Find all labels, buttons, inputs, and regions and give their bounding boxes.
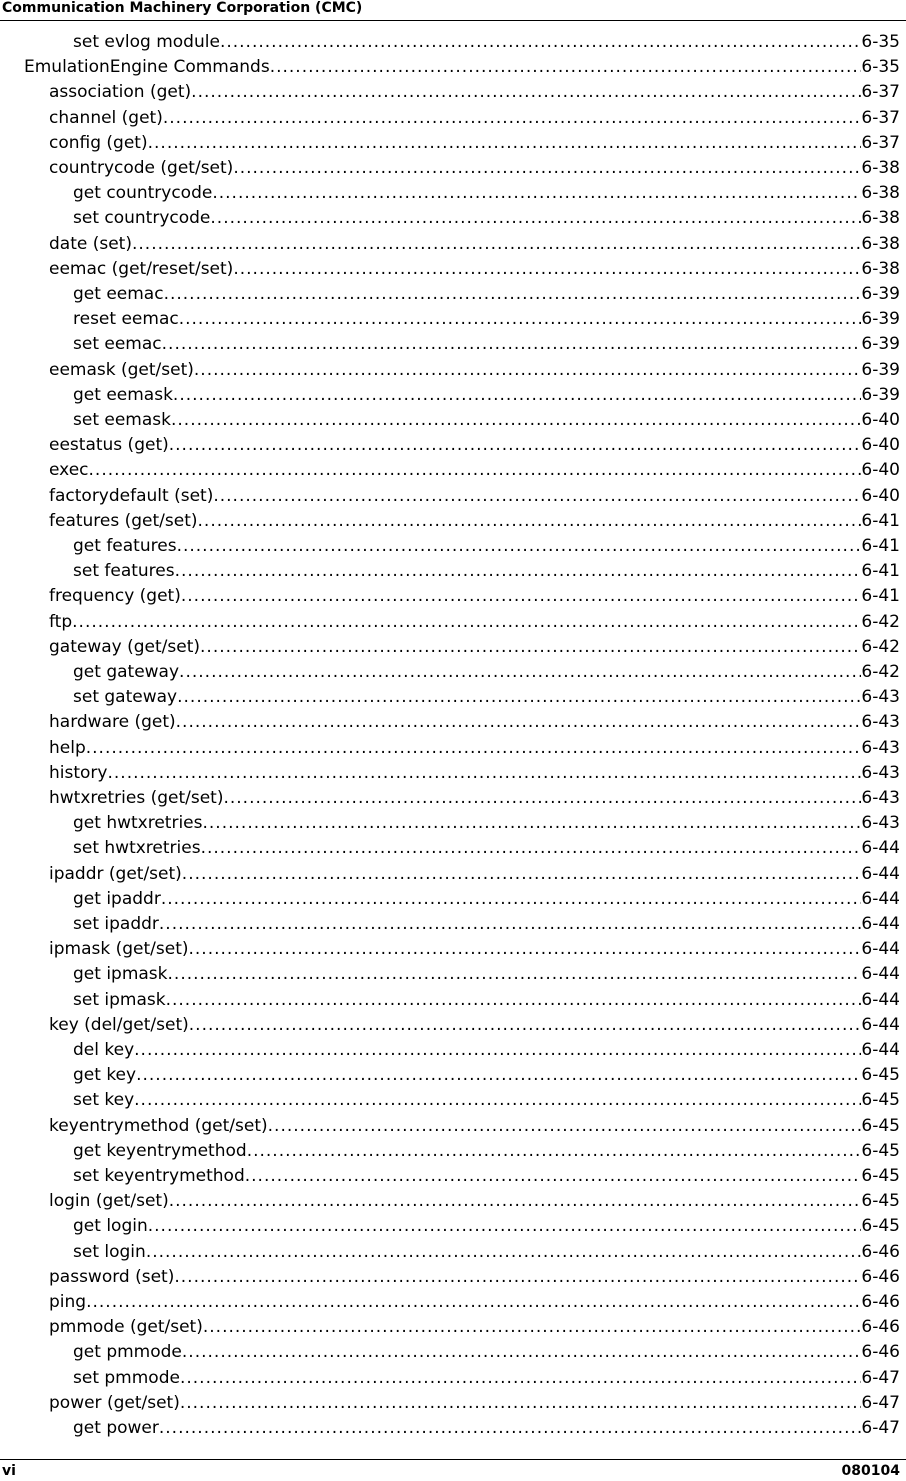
toc-entry-page: 6-45 [861, 1166, 900, 1186]
toc-entry-page: 6-39 [861, 334, 900, 355]
toc-entry[interactable] [49, 1315, 900, 1340]
dot-leader [191, 80, 861, 105]
toc-entry-label: get hwtxretries [73, 813, 203, 834]
toc-entry-page: 6-46 [861, 1292, 900, 1312]
toc-entry-label: association (get) [49, 82, 192, 103]
toc-entry[interactable] [49, 584, 900, 609]
dot-leader [179, 307, 862, 332]
toc-entry[interactable] [73, 1139, 900, 1164]
toc-entry[interactable] [49, 458, 900, 483]
toc-entry-label: get ipaddr [73, 888, 161, 909]
toc-entry-page: 6-38 [861, 233, 900, 254]
toc-entry-page: 6-43 [861, 687, 900, 708]
toc-entry-label: hardware (get) [49, 712, 176, 733]
toc-entry-label: exec [49, 460, 89, 481]
toc-entry-page: 6-37 [861, 132, 900, 153]
toc-entry-page: 6-39 [861, 284, 900, 304]
toc-entry[interactable] [49, 786, 900, 811]
toc-entry-label: reset eemac [73, 309, 179, 330]
toc-entry[interactable] [73, 1366, 900, 1391]
toc-entry[interactable] [49, 433, 900, 458]
toc-entry-page: 6-39 [861, 384, 900, 405]
dot-leader [159, 912, 862, 937]
toc-entry[interactable] [49, 610, 900, 635]
dot-leader [201, 836, 862, 861]
toc-entry-label: history [49, 762, 108, 783]
toc-entry-page: 6-44 [861, 1040, 900, 1060]
dot-leader [245, 1164, 862, 1189]
toc-entry[interactable] [49, 862, 900, 887]
toc-entry[interactable] [73, 811, 900, 836]
page-footer [0, 1459, 906, 1481]
toc-entry-page: 6-35 [861, 32, 900, 52]
dot-leader [268, 1114, 862, 1139]
dot-leader [107, 761, 861, 786]
toc-entry-label: eestatus (get) [49, 435, 169, 456]
dot-leader [134, 1038, 861, 1063]
dot-leader [180, 1366, 861, 1391]
dot-leader [173, 383, 861, 408]
toc-entry[interactable] [73, 1063, 900, 1088]
toc-entry[interactable] [73, 836, 900, 861]
dot-leader [210, 206, 861, 231]
dot-leader [148, 131, 862, 156]
dot-leader [200, 635, 861, 660]
dot-leader [86, 1290, 861, 1315]
toc-entry[interactable] [73, 685, 900, 710]
toc-entry-page: 6-38 [861, 158, 900, 178]
toc-entry-page: 6-44 [861, 939, 900, 960]
toc-entry-page: 6-40 [861, 410, 900, 430]
toc-entry-page: 6-41 [861, 510, 900, 531]
toc-entry-label: ping [49, 1292, 87, 1312]
toc-entry-page: 6-40 [861, 435, 900, 456]
toc-entry-label: password (set) [49, 1266, 175, 1287]
toc-entry-label: set ipaddr [73, 914, 159, 934]
toc-entry-label: eemac (get/reset/set) [49, 258, 234, 279]
toc-entry-label: help [49, 737, 86, 758]
toc-entry-page: 6-43 [861, 788, 900, 808]
toc-entry-label: key (del/get/set) [49, 1014, 189, 1035]
toc-entry[interactable] [73, 534, 900, 559]
dot-leader [169, 433, 862, 458]
toc-entry[interactable] [49, 80, 900, 105]
dot-leader [182, 1340, 862, 1365]
toc-entry[interactable] [73, 962, 900, 987]
toc-entry[interactable] [49, 1391, 900, 1416]
toc-entry-label: get key [73, 1065, 137, 1086]
toc-entry[interactable] [49, 484, 900, 509]
toc-entry[interactable] [49, 106, 900, 131]
dot-leader [181, 584, 862, 609]
toc-entry-label: set key [73, 1090, 135, 1111]
toc-entry-label: set hwtxretries [73, 838, 201, 859]
toc-entry[interactable] [73, 1164, 900, 1189]
toc-entry[interactable] [49, 710, 900, 735]
dot-leader [171, 408, 861, 433]
dot-leader [168, 962, 862, 987]
toc-entry[interactable] [73, 282, 900, 307]
dot-leader [176, 710, 862, 735]
toc-entry[interactable] [73, 887, 900, 912]
toc-entry-label: get gateway [73, 662, 180, 682]
toc-entry[interactable] [73, 660, 900, 685]
toc-entry-label: date (set) [49, 233, 132, 254]
toc-entry[interactable] [73, 383, 900, 408]
toc-entry[interactable] [73, 1240, 900, 1265]
toc-entry-page: 6-42 [861, 636, 900, 657]
toc-entry-page: 6-44 [861, 964, 900, 985]
toc-entry[interactable] [49, 232, 900, 257]
toc-entry-label: get features [73, 536, 177, 556]
toc-entry-label: del key [73, 1040, 135, 1060]
toc-entry[interactable] [49, 635, 900, 660]
toc-entry-label: get countrycode [73, 183, 213, 204]
dot-leader [163, 106, 862, 131]
toc-entry[interactable] [73, 181, 900, 206]
toc-entry-label: set pmmode [73, 1367, 180, 1388]
toc-entry-page: 6-45 [861, 1216, 900, 1237]
dot-leader [164, 282, 862, 307]
dot-leader [198, 509, 862, 534]
toc-entry[interactable] [73, 912, 900, 937]
toc-entry-page: 6-35 [861, 57, 900, 78]
toc-entry-page: 6-44 [861, 863, 900, 884]
toc-entry-label: set keyentrymethod [73, 1166, 245, 1186]
toc-entry[interactable] [49, 358, 900, 383]
toc-entry[interactable] [49, 736, 900, 761]
toc-entry-page: 6-47 [861, 1392, 900, 1413]
dot-leader [174, 1265, 861, 1290]
toc-entry-page: 6-46 [861, 1342, 900, 1363]
toc-entry-page: 6-43 [861, 712, 900, 733]
toc-entry-page: 6-39 [861, 309, 900, 330]
toc-entry-label: ipmask (get/set) [49, 939, 189, 960]
toc-entry-page: 6-39 [861, 359, 900, 380]
toc-entry-page: 6-37 [861, 107, 900, 128]
toc-entry-page: 6-41 [861, 586, 900, 607]
dot-leader [213, 484, 861, 509]
toc-entry[interactable] [73, 1416, 900, 1441]
toc-entry-label: set evlog module [73, 32, 220, 52]
toc-entry-page: 6-41 [861, 561, 900, 582]
toc-entry[interactable] [73, 1340, 900, 1365]
toc-entry-label: get eemask [73, 384, 173, 405]
toc-entry-label: get keyentrymethod [73, 1140, 247, 1161]
toc-entry-label: EmulationEngine Commands [24, 57, 270, 78]
toc-entry-label: set eemask [73, 410, 171, 430]
page-number: vi [2, 1463, 16, 1479]
toc-entry-label: eemask (get/set) [49, 359, 194, 380]
toc-entry[interactable] [49, 1265, 900, 1290]
dot-leader [166, 988, 862, 1013]
toc-entry-label: set countrycode [73, 208, 211, 229]
dot-leader [180, 1391, 862, 1416]
toc-entry-label: set gateway [73, 687, 178, 708]
toc-entry-page: 6-44 [861, 888, 900, 909]
toc-entry-page: 6-46 [861, 1241, 900, 1262]
toc-entry-label: pmmode (get/set) [49, 1317, 203, 1338]
toc-entry[interactable] [49, 1290, 900, 1315]
toc-entry[interactable] [73, 1038, 900, 1063]
toc-entry[interactable] [73, 30, 900, 55]
toc-entry-page: 6-44 [861, 914, 900, 934]
toc-entry[interactable] [24, 55, 900, 80]
toc-entry-page: 6-43 [861, 737, 900, 758]
dot-leader [86, 736, 862, 761]
toc-entry-page: 6-40 [861, 485, 900, 506]
dot-leader [189, 937, 862, 962]
toc-entry-label: features (get/set) [49, 510, 198, 531]
toc-entry[interactable] [73, 408, 900, 433]
toc-entry-label: power (get/set) [49, 1392, 180, 1413]
toc-entry-page: 6-37 [861, 82, 900, 103]
dot-leader [134, 1088, 861, 1113]
dot-leader [72, 610, 861, 635]
toc-entry-label: config (get) [49, 132, 148, 153]
toc-entry-page: 6-42 [861, 611, 900, 632]
dot-leader [162, 332, 862, 357]
dot-leader [161, 887, 862, 912]
toc-entry-page: 6-45 [861, 1065, 900, 1086]
toc-entry-label: gateway (get/set) [49, 636, 201, 657]
toc-entry-label: set login [73, 1241, 146, 1262]
toc-entry-page: 6-44 [861, 1014, 900, 1035]
toc-entry-label: keyentrymethod (get/set) [49, 1115, 268, 1136]
toc-entry[interactable] [49, 1114, 900, 1139]
dot-leader [136, 1063, 861, 1088]
toc-entry-page: 6-44 [861, 838, 900, 859]
dot-leader [177, 685, 861, 710]
toc-entry-label: get power [73, 1418, 159, 1438]
dot-leader [148, 1214, 862, 1239]
toc-entry[interactable] [49, 257, 900, 282]
toc-entry-page: 6-40 [861, 460, 900, 481]
toc-entry[interactable] [73, 559, 900, 584]
toc-entry-label: get login [73, 1216, 148, 1237]
toc-entry[interactable] [49, 156, 900, 181]
toc-entry-page: 6-38 [861, 258, 900, 279]
toc-entry-label: channel (get) [49, 107, 163, 128]
toc-entry-label: frequency (get) [49, 586, 181, 607]
toc-entry-label: get pmmode [73, 1342, 182, 1363]
dot-leader [159, 1416, 862, 1441]
toc-entry[interactable] [73, 332, 900, 357]
dot-leader [189, 1013, 862, 1038]
dot-leader [175, 559, 862, 584]
toc-entry-page: 6-47 [861, 1367, 900, 1388]
dot-leader [182, 862, 862, 887]
dot-leader [179, 660, 861, 685]
toc-entry-page: 6-47 [861, 1418, 900, 1438]
toc-entry-page: 6-46 [861, 1266, 900, 1287]
toc-entry-page: 6-38 [861, 208, 900, 229]
toc-entry-page: 6-43 [861, 813, 900, 834]
toc-entry[interactable] [49, 937, 900, 962]
toc-entry-page: 6-43 [861, 762, 900, 783]
page-header [0, 0, 906, 21]
toc-entry-page: 6-44 [861, 989, 900, 1010]
toc-entry-label: set ipmask [73, 989, 166, 1010]
toc-entry-label: hwtxretries (get/set) [49, 788, 224, 808]
toc-entry-page: 6-45 [861, 1140, 900, 1161]
toc-entry-label: countrycode (get/set) [49, 158, 234, 178]
toc-entry-page: 6-42 [861, 662, 900, 682]
dot-leader [247, 1139, 862, 1164]
toc-entry-label: get ipmask [73, 964, 168, 985]
toc-entry[interactable] [73, 1088, 900, 1113]
toc-entry-page: 6-45 [861, 1191, 900, 1212]
toc-entry-page: 6-41 [861, 536, 900, 556]
dot-leader [233, 156, 861, 181]
dot-leader [169, 1189, 862, 1214]
toc-entry[interactable] [49, 761, 900, 786]
toc-entry-label: factorydefault (set) [49, 485, 214, 506]
toc-entry-label: get eemac [73, 284, 164, 304]
toc-entry-label: login (get/set) [49, 1191, 169, 1212]
dot-leader [194, 358, 862, 383]
dot-leader [203, 811, 862, 836]
header-title: Communication Machinery Corporation (CMC) [2, 0, 363, 16]
toc-entry-label: ftp [49, 611, 73, 632]
dot-leader [212, 181, 861, 206]
toc-entry[interactable] [73, 1214, 900, 1239]
toc-entry[interactable] [49, 1189, 900, 1214]
dot-leader [89, 458, 862, 483]
toc-entry-label: ipaddr (get/set) [49, 863, 182, 884]
dot-leader [203, 1315, 862, 1340]
toc-entry-label: set eemac [73, 334, 162, 355]
toc-entry-page: 6-45 [861, 1115, 900, 1136]
dot-leader [220, 30, 861, 55]
toc-entry-page: 6-46 [861, 1317, 900, 1338]
dot-leader [132, 232, 861, 257]
toc-entry-label: set features [73, 561, 175, 582]
dot-leader [270, 55, 862, 80]
toc-entry-page: 6-38 [861, 183, 900, 204]
toc-entry[interactable] [49, 509, 900, 534]
dot-leader [146, 1240, 862, 1265]
toc-entry[interactable] [73, 206, 900, 231]
toc-entry-page: 6-45 [861, 1090, 900, 1111]
toc-entry[interactable] [49, 1013, 900, 1038]
toc-entry[interactable] [73, 307, 900, 332]
dot-leader [177, 534, 862, 559]
dot-leader [223, 786, 861, 811]
toc-entry[interactable] [73, 988, 900, 1013]
dot-leader [233, 257, 861, 282]
document-code: 080104 [841, 1463, 900, 1479]
toc-entry[interactable] [49, 131, 900, 156]
